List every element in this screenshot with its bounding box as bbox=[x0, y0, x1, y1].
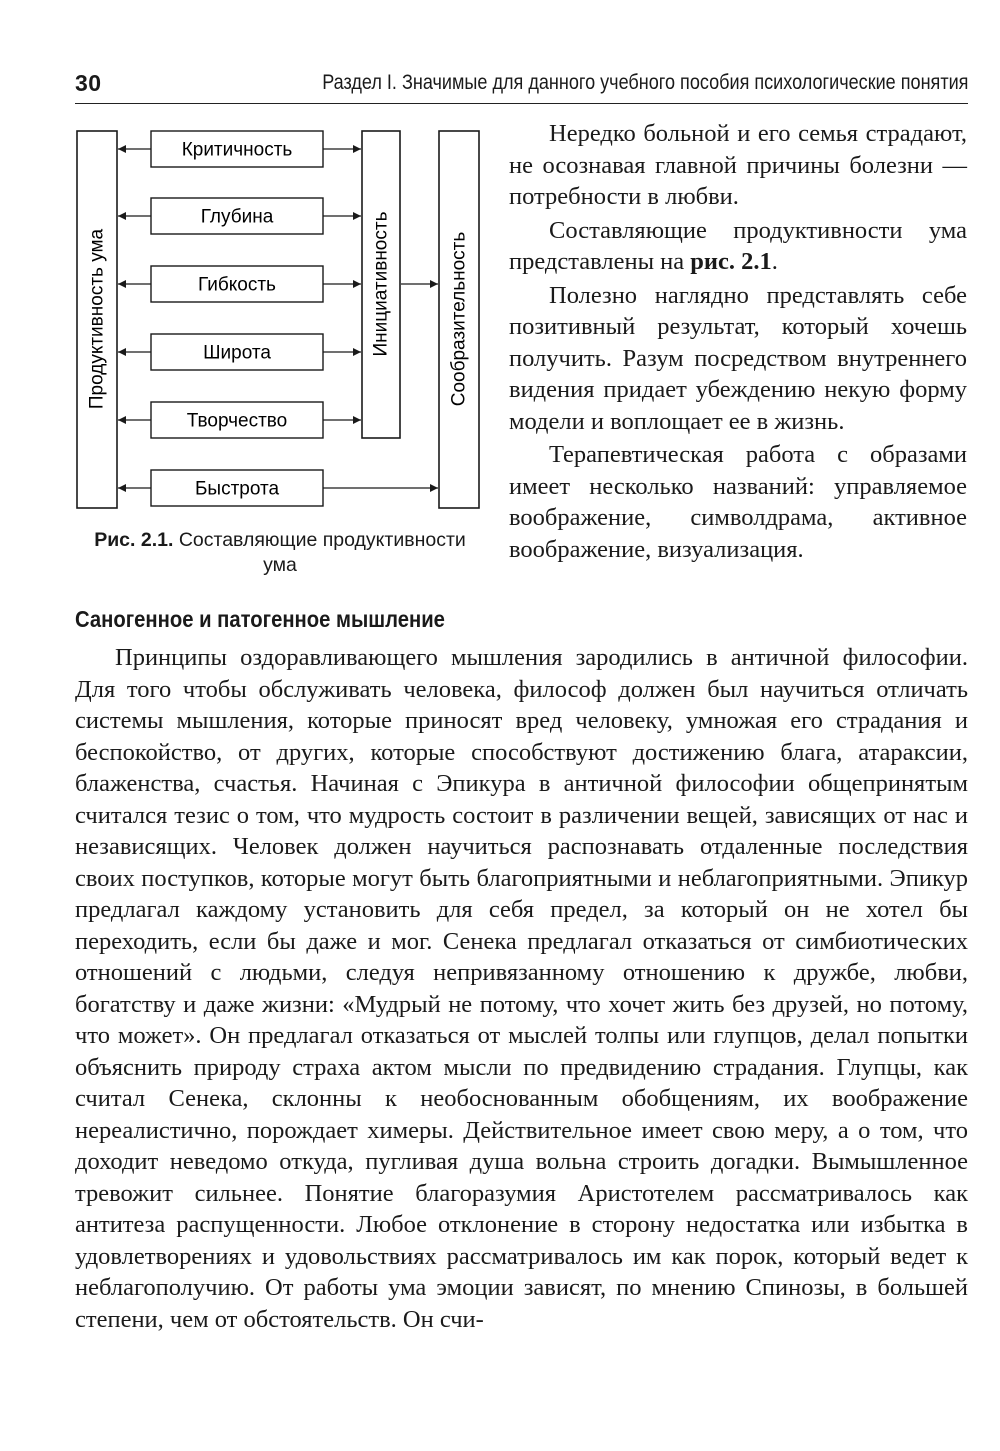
paragraph: Принципы оздоравливающего мышления зародились в античной философии. Для того чтобы обслуживать человека, философ должен был научиться отличать системы мышления, которые приносят вред человеку, умножая его страдания и беспокойство, от других, которые способствуют достижению блага, атараксии, блаженства, счастья. Начиная с Эпикура в античной философии общепринятым считался тезис о том, что мудрость состоит в различении вещей, зависящих от нас и независящих. Человек должен научиться распознавать отдаленные последствия своих поступков, которые могут быть благоприятными и неблагоприятными. Эпикур предлагал каждому установить для себя предел, за который он не хотел бы переходить, если бы даже и мог. Сенека предлагал отказаться от симбиотических отношений с людьми, следуя непривязанному отношению к дружбе, любви, богатству и даже жизни: «Мудрый не потому, что хочет жить без друзей, но потому, что может». Он предлагал отказаться от мыслей толпы или глупцов, делал попытки объяснить природу страха актом мысли по предвидению страдания. Глупцы, как считал Сенека, склонны к необоснованным обобщениям, их воображение нереалистично, порождает химеры. Действительное имеет свою меру, а о том, что доходит неведомо откуда, пугливая душа вольна строить догадки. Вымышленное тревожит сильнее. Понятие благоразумия Аристотелем рассматривалось как антитеза распущенности. Любое отклонение в сторону недостатка или избытка в удовлетворениях и удовольствиях рассматривалось им как порок, который ведет к неблагополучию. От работы ума эмоции зависят, по мнению Спинозы, в большей степени, чем от обстоятельств. Он счи- bbox=[75, 644, 968, 1333]
item-label: Глубина bbox=[200, 206, 274, 228]
paragraph: Нередко больной и его семья страдают, не осознавая главной причины болезни — потребности в любви. bbox=[509, 120, 967, 210]
page-header bbox=[75, 70, 968, 104]
paragraph: Полезно наглядно представлять себе позитивный результат, который хочешь получить. Разум посредством внутреннего видения придает убеждению некую форму модели и воплощает ее в жизнь. bbox=[509, 281, 967, 435]
right-column bbox=[509, 118, 967, 567]
caption-text: Составляющие продуктивности ума bbox=[178, 529, 466, 576]
productivity-label: Продуктивность ума bbox=[86, 228, 108, 410]
wit-label: Сообразительность bbox=[448, 231, 470, 407]
body-text bbox=[75, 642, 968, 1335]
figure-reference: рис. 2.1 bbox=[690, 248, 772, 275]
caption-number: Рис. 2.1. bbox=[94, 529, 174, 551]
item-label: Критичность bbox=[181, 139, 293, 161]
item-label: Гибкость bbox=[198, 274, 276, 296]
figure-caption bbox=[75, 528, 485, 578]
running-title: Раздел I. Значимые для данного учебного пособия психологические понятия bbox=[321, 71, 968, 94]
item-label: Творчество bbox=[186, 410, 288, 432]
item-label: Широта bbox=[203, 342, 271, 364]
paragraph bbox=[509, 215, 967, 278]
page-number: 30 bbox=[75, 70, 102, 96]
section-title: Саногенное и патогенное мышление bbox=[75, 606, 445, 632]
text: Составляющие продуктивности ума представлены на bbox=[509, 216, 967, 275]
paragraph: Терапевтическая работа с образами имеет несколько названий: управляемое воображение, символдрама, активное воображение, визуализация. bbox=[509, 441, 967, 563]
header-rule bbox=[75, 103, 968, 104]
diagram bbox=[75, 122, 485, 522]
initiative-label: Инициативность bbox=[370, 211, 392, 357]
text: . bbox=[771, 248, 778, 275]
item-label: Быстрота bbox=[194, 478, 280, 500]
figure-2-1 bbox=[75, 122, 485, 522]
